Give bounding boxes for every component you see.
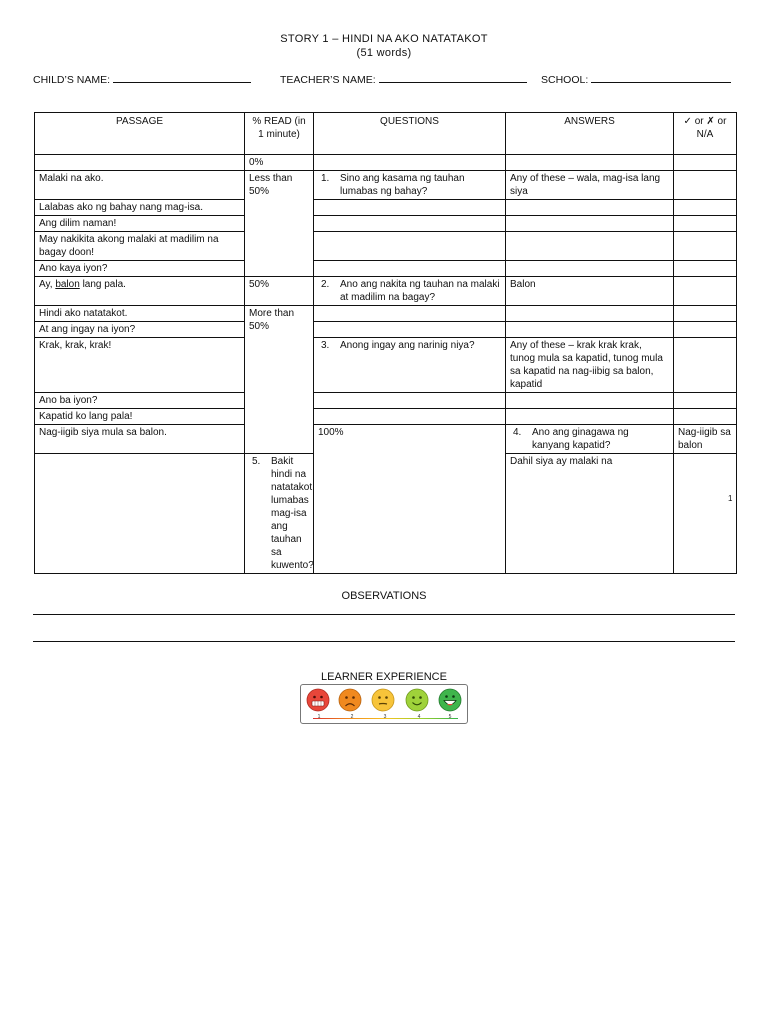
question-number: 3. <box>321 340 330 351</box>
mark-cell[interactable] <box>674 393 737 409</box>
learner-experience-title: LEARNER EXPERIENCE <box>321 671 447 683</box>
table-row <box>35 306 737 322</box>
header-percent-read: % READ (in 1 minute) <box>245 113 314 155</box>
school-line[interactable] <box>591 73 731 83</box>
mark-cell[interactable] <box>674 454 737 574</box>
mark-cell[interactable] <box>674 409 737 425</box>
passage-line: Ay, balon lang pala. <box>35 277 245 306</box>
answer-cell: Any of these – wala, mag-isa lang siya <box>506 171 674 200</box>
answer-cell: Nag-iigib sa balon <box>674 425 737 454</box>
mark-cell[interactable] <box>674 338 737 393</box>
observation-line[interactable] <box>33 641 735 642</box>
question-number: 5. <box>252 456 261 467</box>
scale-label: 3 <box>383 714 387 720</box>
question-text: Ano ang ginagawa ng kanyang kapatid? <box>532 427 629 451</box>
word-count: (51 words) <box>356 47 412 59</box>
teacher-name-label: TEACHER’S NAME: <box>280 74 376 86</box>
question-cell <box>245 454 314 574</box>
question-cell <box>506 425 674 454</box>
smiling-face-icon[interactable] <box>405 688 429 712</box>
header-questions: QUESTIONS <box>314 113 506 155</box>
teacher-name-line[interactable] <box>379 73 527 83</box>
info-row <box>33 73 733 89</box>
mark-cell[interactable] <box>674 306 737 322</box>
table-row <box>35 232 737 261</box>
story-title: STORY 1 – HINDI NA AKO NATATAKOT <box>280 33 488 45</box>
passage-line: Ano kaya iyon? <box>35 261 245 277</box>
table-row <box>35 216 737 232</box>
question-number: 4. <box>513 427 522 438</box>
question-cell <box>314 171 506 200</box>
question-number: 2. <box>321 279 330 290</box>
angry-face-icon[interactable] <box>306 688 330 712</box>
question-text: Anong ingay ang narinig niya? <box>340 340 475 351</box>
answer-cell: Dahil siya ay malaki na <box>506 454 674 574</box>
mark-cell[interactable] <box>674 277 737 306</box>
table-row <box>35 322 737 338</box>
table-row <box>35 155 737 171</box>
header-answers: ANSWERS <box>506 113 674 155</box>
mark-cell[interactable] <box>674 171 737 200</box>
scale-label: 4 <box>417 714 421 720</box>
mark-cell[interactable] <box>674 155 737 171</box>
question-text: Sino ang kasama ng tauhan lumabas ng bahay? <box>340 173 465 197</box>
question-cell <box>314 338 506 393</box>
passage-line: Nag-iigib siya mula sa balon. <box>35 425 245 454</box>
pct-100: 100% <box>314 425 506 574</box>
passage-line: Krak, krak, krak! <box>35 338 245 393</box>
table-row <box>35 200 737 216</box>
mark-cell[interactable] <box>674 261 737 277</box>
mark-cell[interactable] <box>674 322 737 338</box>
child-name-line[interactable] <box>113 73 251 83</box>
table-row <box>35 277 737 306</box>
document-header <box>0 32 768 60</box>
child-name-field[interactable] <box>33 73 251 86</box>
happy-face-icon[interactable] <box>438 688 462 712</box>
mark-cell[interactable] <box>674 216 737 232</box>
question-text: Bakit hindi na natatakot lumabas mag-isa ang tauhan sa kuwento? <box>271 456 314 571</box>
table-row <box>35 393 737 409</box>
scale-label: 1 <box>317 714 321 720</box>
underlined-word: balon <box>55 279 80 290</box>
sad-face-icon[interactable] <box>338 688 362 712</box>
table-row <box>35 261 737 277</box>
answer-cell: Balon <box>506 277 674 306</box>
school-label: SCHOOL: <box>541 74 589 86</box>
table-header-row <box>35 113 737 155</box>
observations-title: OBSERVATIONS <box>341 590 427 602</box>
table-row <box>35 338 737 393</box>
pct-less-than-50: Less than 50% <box>245 171 314 277</box>
passage-line: Kapatid ko lang pala! <box>35 409 245 425</box>
question-cell <box>314 277 506 306</box>
passage-line: Ano ba iyon? <box>35 393 245 409</box>
observation-line[interactable] <box>33 614 735 615</box>
table-row <box>35 171 737 200</box>
passage-line: Malaki na ako. <box>35 171 245 200</box>
neutral-face-icon[interactable] <box>371 688 395 712</box>
learner-experience-scale <box>300 684 468 724</box>
reading-assessment-table <box>34 112 737 574</box>
scale-label: 5 <box>448 714 452 720</box>
emoji-row <box>306 688 462 712</box>
pct-0: 0% <box>245 155 314 171</box>
mark-cell[interactable] <box>674 200 737 216</box>
question-text: Ano ang nakita ng tauhan na malaki at madilim na bagay? <box>340 279 500 303</box>
pct-50: 50% <box>245 277 314 306</box>
table-row <box>35 425 737 454</box>
scale-label: 2 <box>350 714 354 720</box>
header-passage: PASSAGE <box>35 113 245 155</box>
pct-more-than-50: More than 50% <box>245 306 314 454</box>
answer-cell: Any of these – krak krak krak, tunog mula sa kapatid, tunog mula sa kapatid na nag-iibig sa balon, kapatid <box>506 338 674 393</box>
passage-line: Lalabas ako ng bahay nang mag-isa. <box>35 200 245 216</box>
passage-line: May nakikita akong malaki at madilim na bagay doon! <box>35 232 245 261</box>
passage-line: Hindi ako natatakot. <box>35 306 245 322</box>
page-number: 1 <box>728 494 733 503</box>
mark-cell[interactable] <box>674 232 737 261</box>
passage-line: At ang ingay na iyon? <box>35 322 245 338</box>
passage-line: Ang dilim naman! <box>35 216 245 232</box>
child-name-label: CHILD’S NAME: <box>33 74 111 86</box>
header-mark: ✓ or ✗ or N/A <box>674 113 737 155</box>
question-number: 1. <box>321 173 330 184</box>
teacher-name-field[interactable] <box>280 73 527 86</box>
school-field[interactable] <box>541 73 731 86</box>
table-row <box>35 409 737 425</box>
